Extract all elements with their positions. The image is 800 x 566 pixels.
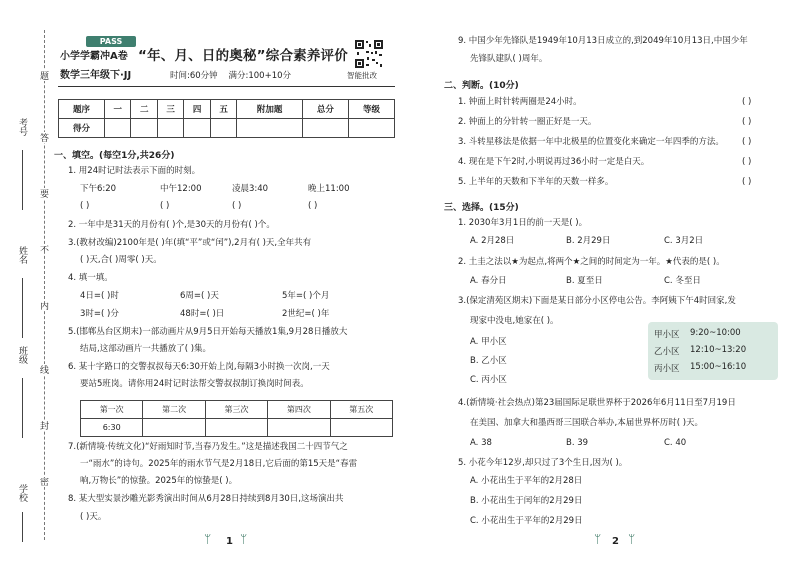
shift-head [81, 401, 393, 419]
answer-cell[interactable] [330, 419, 392, 437]
judge-answer[interactable]: ( ) [742, 137, 752, 147]
judge-item-2: 2. 钟面上的分针转一圈正好是一天。 [458, 117, 597, 127]
choice-option[interactable]: C. 小花出生于平年的2月29日 [470, 516, 583, 526]
district-name: 甲小区 [654, 330, 680, 340]
choice-option[interactable]: A. 38 [470, 438, 492, 448]
score-cell[interactable] [302, 119, 348, 138]
choice-option[interactable]: A. 小花出生于平年的2月28日 [470, 476, 583, 486]
question-5-cont: 结局,这部动画片一共播放了( )集。 [80, 344, 212, 354]
q4-item: 5年=( )个月 [282, 291, 330, 301]
choice-option[interactable]: C. 40 [664, 438, 687, 448]
choice-option[interactable]: C. 丙小区 [470, 375, 507, 385]
plant-icon: ᛘ [594, 532, 602, 546]
label-name: 姓名 [17, 246, 27, 264]
q4-item: 6周=( )天 [180, 291, 219, 301]
shift-row [81, 419, 393, 437]
section-fill-in-title: 一、填空。(每空1分,共26分) [54, 151, 175, 161]
judge-item-4: 4. 现在是下午2时,小明说再过36小时一定是白天。 [458, 157, 650, 167]
score-cell[interactable] [105, 119, 131, 138]
page-number: 1 [226, 536, 233, 547]
series-name: 小学学霸冲A卷 [60, 51, 128, 62]
underline-exam-number [22, 150, 23, 210]
score-cell[interactable] [131, 119, 157, 138]
label-exam-number: 考号 [17, 118, 27, 136]
choice-option[interactable]: B. 夏至日 [566, 276, 603, 286]
notice-row [654, 345, 747, 357]
question-5: 5.(邯郸丛台区期末)一部动画片从9月5日开始每天播放1集,9月28日播放大 [68, 327, 348, 337]
score-cell[interactable] [184, 119, 210, 138]
q4-item: 48时=( )日 [180, 309, 225, 319]
district-name: 乙小区 [654, 347, 680, 357]
cut-mark: 题 [38, 71, 48, 80]
table-cell: 四 [184, 100, 210, 119]
question-4: 4. 填一填。 [68, 273, 113, 283]
plant-icon: ᛘ [240, 532, 248, 546]
question-1: 1. 用24时记时法表示下面的时刻。 [68, 166, 201, 176]
table-cell: 二 [131, 100, 157, 119]
choice-option[interactable]: C. 冬至日 [664, 276, 701, 286]
question-7-cont: 一“雨水”的诗句。2025年的雨水节气是2月18日,它后面的第15天是“春雷 [80, 459, 358, 469]
choice-option[interactable]: A. 甲小区 [470, 337, 507, 347]
outage-time: 15:00~16:10 [690, 362, 747, 372]
answer-blank[interactable]: ( ) [80, 201, 90, 211]
choice-question-4: 4.(新情境·社会热点)第23届国际足联世界杯于2026年6月11日至7月19日 [458, 398, 736, 408]
choice-question-1: 1. 2030年3月1日的前一天是( )。 [458, 218, 588, 228]
question-3-cont: ( )天,合( )周零( )天。 [80, 255, 162, 265]
choice-question-2: 2. 土圭之法以★为起点,将两个★之间的时间定为一年。★代表的是( )。 [458, 257, 725, 267]
cut-mark: 答 [38, 133, 48, 142]
plant-icon: ᛘ [204, 532, 212, 546]
judge-item-3: 3. 斗转星移法是依据一年中北极星的位置变化来确定一年四季的方法。 [458, 137, 724, 147]
question-3: 3.(教材改编)2100年是( )年(填“平”或“闰”),2月有( )天,全年共有 [68, 238, 312, 248]
question-2: 2. 一年中是31天的月份有( )个,是30天的月份有( )个。 [68, 220, 275, 230]
score-table [58, 99, 395, 138]
answer-blank[interactable]: ( ) [160, 201, 170, 211]
choice-question-3: 3.(保定清苑区期末)下面是某日部分小区停电公告。李阿姨下午4时回家,发 [458, 296, 736, 306]
cut-line [44, 30, 45, 540]
full-score: 满分:100+10分 [228, 71, 292, 81]
section-judgement-title: 二、判断。(10分) [444, 81, 519, 91]
notice-row [654, 328, 741, 340]
q1-time-3: 凌晨3:40 [232, 184, 269, 194]
power-outage-notice [648, 322, 778, 380]
underline-name [22, 278, 23, 338]
answer-cell[interactable] [205, 419, 267, 437]
table-cell: 第一次 [81, 401, 143, 419]
judge-answer[interactable]: ( ) [742, 157, 752, 167]
answer-blank[interactable]: ( ) [232, 201, 242, 211]
exam-meta [170, 69, 291, 81]
plant-icon: ᛘ [628, 532, 636, 546]
choice-option[interactable]: B. 小花出生于闰年的2月29日 [470, 496, 583, 506]
cut-mark: 密 [38, 477, 48, 486]
judge-item-5: 5. 上半年的天数和下半年的天数一样多。 [458, 177, 614, 187]
header-rule [58, 86, 395, 87]
exam-title: “年、月、日的奥秘”综合素养评价 [138, 48, 348, 64]
q1-time-1: 下午6:20 [80, 184, 117, 194]
table-cell: 一 [105, 100, 131, 119]
cut-mark: 要 [38, 189, 48, 198]
judge-item-1: 1. 钟面上时针转两圈是24小时。 [458, 97, 582, 107]
question-6: 6. 某十字路口的交警叔叔每天6:30开始上岗,每隔3小时换一次岗,一天 [68, 362, 330, 372]
table-cell: 等级 [348, 100, 394, 119]
q4-item: 3时=( )分 [80, 309, 119, 319]
notice-row [654, 362, 747, 374]
table-cell: 总分 [302, 100, 348, 119]
answer-cell[interactable] [143, 419, 205, 437]
grade-label: 数学三年级下·JJ [60, 70, 132, 81]
underline-class [22, 378, 23, 438]
cut-mark: 封 [38, 421, 48, 430]
cut-mark: 不 [38, 245, 48, 254]
table-cell: 第三次 [205, 401, 267, 419]
score-cell[interactable] [237, 119, 303, 138]
table-cell: 6:30 [81, 419, 143, 437]
table-cell: 五 [210, 100, 236, 119]
label-school: 学校 [17, 484, 27, 502]
choice-option[interactable]: B. 2月29日 [566, 236, 611, 246]
choice-option[interactable]: C. 3月2日 [664, 236, 704, 246]
score-table-row [59, 119, 395, 138]
label-class: 班级 [17, 346, 27, 364]
table-cell: 得分 [59, 119, 105, 138]
answer-blank[interactable]: ( ) [308, 201, 318, 211]
pass-logo: PASS [86, 36, 136, 47]
table-cell: 第五次 [330, 401, 392, 419]
smart-grading-label: 智能批改 [347, 71, 377, 80]
table-cell: 第二次 [143, 401, 205, 419]
underline-school [22, 512, 23, 542]
cut-mark: 内 [38, 301, 48, 310]
score-cell[interactable] [348, 119, 394, 138]
question-6-cont: 要站5班岗。请你用24时记时法帮交警叔叔制订换岗时间表。 [80, 379, 309, 389]
choice-question-5: 5. 小花今年12岁,却只过了3个生日,因为( )。 [458, 458, 628, 468]
q1-time-2: 中午12:00 [160, 184, 202, 194]
score-cell[interactable] [210, 119, 236, 138]
judge-answer[interactable]: ( ) [742, 177, 752, 187]
choice-option[interactable]: B. 39 [566, 438, 589, 448]
question-9: 9. 中国少年先锋队是1949年10月13日成立的,到2049年10月13日,中国少年 [458, 36, 748, 46]
choice-question-3-cont: 现家中没电,她家在( )。 [470, 316, 559, 326]
choice-option[interactable]: A. 春分日 [470, 276, 507, 286]
outage-time: 12:10~13:20 [690, 345, 747, 355]
table-cell: 三 [157, 100, 183, 119]
q4-item: 2世纪=( )年 [282, 309, 330, 319]
district-name: 丙小区 [654, 364, 680, 374]
question-8: 8. 某大型实景沙雕光影秀演出时间从6月28日持续到8月30日,这场演出共 [68, 494, 344, 504]
q4-item: 4日=( )时 [80, 291, 119, 301]
binding-margin [0, 0, 56, 566]
score-cell[interactable] [157, 119, 183, 138]
page-number: 2 [612, 536, 619, 547]
judge-answer[interactable]: ( ) [742, 117, 752, 127]
choice-question-4-cont: 在美国、加拿大和墨西哥三国联合举办,本届世界杯历时( )天。 [470, 418, 704, 428]
score-table-head [59, 100, 395, 119]
answer-cell[interactable] [268, 419, 330, 437]
outage-time: 9:20~10:00 [690, 328, 741, 338]
choice-option[interactable]: A. 2月28日 [470, 236, 515, 246]
time-limit: 时间:60分钟 [170, 71, 218, 81]
q1-time-4: 晚上11:00 [308, 184, 350, 194]
exam-header [58, 36, 395, 86]
question-7-cont: 响,万物长”的惊蛰。2025年的惊蛰是( )。 [80, 476, 238, 486]
table-cell: 附加题 [237, 100, 303, 119]
cut-mark: 线 [38, 365, 48, 374]
question-9-cont: 先锋队建队( )周年。 [470, 54, 548, 64]
question-7: 7.(新情境·传统文化)“好雨知时节,当春乃发生。”这是描述我国二十四节气之 [68, 442, 348, 452]
qr-code-icon[interactable] [354, 39, 384, 69]
choice-option[interactable]: B. 乙小区 [470, 356, 507, 366]
table-cell: 题序 [59, 100, 105, 119]
shift-schedule-table [80, 400, 393, 437]
question-8-cont: ( )天。 [80, 512, 107, 522]
judge-answer[interactable]: ( ) [742, 97, 752, 107]
table-cell: 第四次 [268, 401, 330, 419]
section-choice-title: 三、选择。(15分) [444, 203, 519, 213]
